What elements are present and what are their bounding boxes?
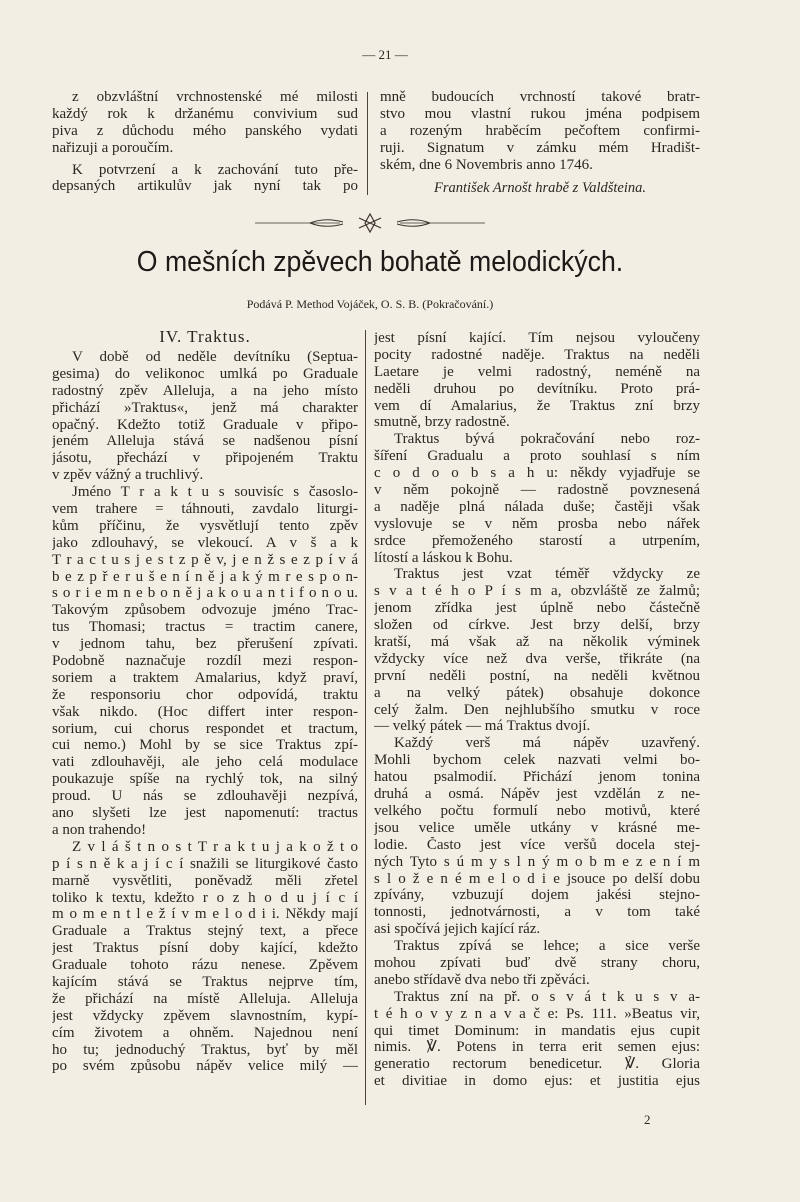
text-line: generatio rectorum benedicetur. ℣. Gloria [374, 1056, 700, 1073]
text-line: b e z p ř e r u š e n í n ě j a k ý m r e s p o n- [52, 568, 358, 585]
text-line: ském, dne 6 Novembris anno 1746. [380, 156, 593, 173]
text-line: qui timet Dominum: in mandatis ejus cupit [374, 1022, 700, 1039]
paragraph [374, 431, 700, 566]
text-line: m o m e n t l e ž í v m e l o d i i. Někdy mají [52, 906, 358, 923]
paragraph [52, 484, 358, 839]
text-line: jest vždycky zpěvem slavnostním, kypí- [52, 1007, 358, 1024]
text-line: poukazuje spíše na rychlý tok, na silný [52, 771, 358, 788]
text-line: — velký pátek — má Traktus dvojí. [374, 718, 591, 735]
text-line: cui nemo.) Mohl by se sice Traktus zpí- [52, 737, 358, 754]
text-line: ho tu; jednoduchý Traktus, byť by měl [52, 1041, 358, 1058]
paragraph [374, 989, 700, 1090]
column-divider [365, 330, 366, 1105]
text-line: mohou zpívati buď dvě strany choru, [374, 954, 700, 971]
text-line: Traktus jest vzat téměř vždycky ze [394, 566, 700, 583]
text-line: toliko k textu, kdežto r o z h o d u j í c í [52, 889, 358, 906]
text-line: Z v l á š t n o s t T r a k t u j a k o ž t o [72, 838, 358, 855]
text-line: jest Traktus písní doby kající, kdežto [52, 940, 358, 957]
text-line: c o d o o b s a h u: někdy vyjadřuje se [374, 465, 700, 482]
text-line: asi spočívá jejich kající ráz. [374, 921, 541, 938]
text-line: neděli druhou po devítníku. Proto prá- [374, 380, 700, 397]
text-line: kratší, má však až na několik výminek [374, 634, 700, 651]
text-line: hatou psalmodií. Přichází jenom tonina [374, 769, 700, 786]
text-line: jsou velice uměle utkány v krásné me- [374, 819, 700, 836]
text-line: s o r i e m n e b o n ě j a k o u a n t i f o n o u. [52, 585, 358, 602]
text-line: šíření Gradualu a proto souhlasí s ním [374, 448, 700, 465]
text-line: ných Tyto s ú m y s l n ý m o b m e z e n í m [374, 853, 700, 870]
text-line: nařizuji a poroučím. [52, 139, 174, 156]
text-line: jásotu, přechází v připojeném Traktu [52, 450, 358, 467]
text-line: Traktus zní na př. o s v á t k u s v a- [394, 988, 700, 1005]
text-line: v zpěv vážný a truchlivý. [52, 467, 204, 484]
text-line: jeném Alleluja stává se nadšenou písní [52, 433, 358, 450]
text-line: soriem a traktem Amalarius, když praví, [52, 669, 358, 686]
text-line: že přichází na místě Alleluja. Alleluja [52, 990, 358, 1007]
page-number: — 21 — [362, 47, 408, 62]
text-line: a rozeným hraběcím pečoftem confirmi- [380, 122, 700, 139]
column-divider [367, 92, 368, 195]
text-line: složen od církve. Jest brzy delší, brzy [374, 617, 700, 634]
text-line: každý rok k držanému convivium sud [52, 105, 358, 122]
text-line: zpívány, vzbuzují dojem jakési stejno- [374, 887, 700, 904]
text-line: V době od neděle devítníku (Septua- [72, 349, 358, 365]
paragraph [52, 89, 358, 157]
paragraph [380, 89, 700, 173]
text-line: vždycky více než dva verše, třikráte (na [374, 650, 700, 667]
ornament-divider-icon [255, 212, 485, 234]
text-line: ruji. Signatum v zámku mém Hradišt- [380, 139, 700, 156]
text-line: jako zdlouhavý, se vlekoucí. A v š a k [52, 534, 358, 551]
paragraph [52, 839, 358, 1075]
text-line: tonnosti, jednotvárnosti, a v tom také [374, 904, 700, 921]
text-line: t é h o v y z n a v a č e: Ps. 111. »Beatus vir, [374, 1005, 700, 1022]
text-line: proud. U nás se zdlouhavěji nezpívá, [52, 788, 358, 805]
paragraph [374, 330, 700, 431]
text-line: lítostí a láskou k Bohu. [374, 549, 513, 566]
text-line: srdce přemoženého starostí a utrpením, [374, 532, 700, 549]
text-line: jenom zřídka jest úplně nebo částečně [374, 600, 700, 617]
text-line: vyslovuje se v něm prosba nebo nářek [374, 515, 700, 532]
text-line: Jméno T r a k t u s souvisíc s časoslo- [72, 484, 358, 501]
text-line: K potvrzení a k zachování tuto pře- [72, 161, 358, 178]
article-left-column [52, 349, 358, 1075]
text-line: pocity radostné naděje. Traktus na neděli [374, 346, 700, 363]
text-line: nimis. ℣. Potens in terra erit semen ejus: [374, 1039, 700, 1056]
text-line: mně budoucích vrchností takové bratr- [380, 89, 700, 105]
text-line: však nikdo. (Hoc differt inter respon- [52, 703, 358, 720]
text-line: vem dí Amalarius, že Traktus zní brzy [374, 397, 700, 414]
text-line: jest písní kající. Tím nejsou vyloučeny [374, 330, 700, 346]
text-line: Traktus zpívá se lehce; a sice verše [394, 938, 700, 955]
text-line: Podobně naznačuje rozdíl mezi respon- [52, 653, 358, 670]
top-right-column [380, 89, 700, 173]
text-line: s l o ž e n é m e l o d i e jsouce po delší dobu [374, 870, 700, 887]
text-line: T r a c t u s j e s t z p ě v, j e n ž s e z p í v á [52, 551, 358, 568]
section-heading: IV. Traktus. [159, 327, 251, 346]
text-line: Takovým způsobem odvozuje jméno Trac- [52, 602, 358, 619]
text-line: v něm pokojně — radostně povznesená [374, 482, 700, 499]
paragraph [52, 349, 358, 484]
text-line: kům příčinu, že vysvětlují tento zpěv [52, 517, 358, 534]
text-line: z obzvláštní vrchnostenské mé milosti [72, 89, 358, 105]
text-line: velkého počtu formulí nebo motivů, které [374, 802, 700, 819]
text-line: Graduale a Traktus stejný text, a přece [52, 923, 358, 940]
text-line: tus Thomasi; tractus = tractim canere, [52, 619, 358, 636]
text-line: gesima) do velikonoc umlká po Graduale [52, 365, 358, 382]
text-line: opačný. Kdežto totiž Graduale v připo- [52, 416, 358, 433]
text-line: vati zdlouhavěji, ale jeho celá modulace [52, 754, 358, 771]
text-line: radostný zpěv Alleluja, a na jeho místo [52, 382, 358, 399]
text-line: Traktus bývá pokračování nebo roz- [394, 431, 700, 448]
top-left-column [52, 89, 358, 195]
text-line: po svém způsobu nápěv velice milý — [52, 1058, 358, 1075]
paragraph [52, 162, 358, 196]
text-line: Laetare je velmi radostný, neméně na [374, 363, 700, 380]
signature-mark: 2 [644, 1112, 651, 1127]
article-byline: Podává P. Method Vojáček, O. S. B. (Pokračování.) [246, 297, 494, 311]
text-line: s v a t é h o P í s m a, obzvláště ze žalmů; [374, 583, 700, 600]
paragraph [374, 735, 700, 938]
text-line: přichází »Traktus«, jenž má charakter [52, 399, 358, 416]
signature: František Arnošt hrabě z Valdšteina. [434, 180, 646, 196]
text-line: piva z důchodu mého panského vydati [52, 122, 358, 139]
text-line: a na velký pátek) obsahuje dokonce [374, 684, 700, 701]
text-line: p í s n ě k a j í c í snažili se liturgikové často [52, 855, 358, 872]
text-line: druhá a osmá. Nápěv jest vzdělán z ne- [374, 786, 700, 803]
text-line: lodie. Často jest více veršů docela stej- [374, 836, 700, 853]
text-line: a non trahendo! [52, 821, 147, 838]
text-line: depsaných artikulův jak nyní tak po [52, 178, 358, 195]
article-title: O mešních zpěvech bohatě melodických. [136, 246, 624, 278]
text-line: a naděje plná nálada duše; častěji však [374, 498, 700, 515]
text-line: že responsoriu chor odpovídá, traktu [52, 686, 358, 703]
text-line: marně vysvětliti, poněvadž měli zřetel [52, 872, 358, 889]
paragraph [374, 566, 700, 735]
article-right-column [374, 330, 700, 1090]
paragraph [374, 938, 700, 989]
text-line: Každý verš má nápěv uzavřený. [394, 735, 700, 752]
text-line: kajícím stává se Traktus nejprve tím, [52, 973, 358, 990]
text-line: stvo mou vlastní rukou jména podpisem [380, 105, 700, 122]
text-line: anebo střídavě dva nebo tři zpěváci. [374, 971, 590, 988]
text-line: vem trahere = táhnouti, zavdalo liturgi- [52, 501, 358, 518]
text-line: et divitiae in domo ejus: et justitia ejus [374, 1073, 700, 1090]
text-line: první neděli postní, na neděli květnou [374, 667, 700, 684]
text-line: v jednom tahu, bez přerušení zpívati. [52, 636, 358, 653]
text-line: Graduale tohoto rázu nenese. Zpěvem [52, 957, 358, 974]
text-line: smutně, brzy radostně. [374, 414, 510, 431]
text-line: sorium, cui chorus respondet et tractum, [52, 720, 358, 737]
text-line: ano slyšeti lze jest napomenutí: tractus [52, 805, 358, 822]
text-line: Mohli bychom celek nazvati velmi bo- [374, 752, 700, 769]
text-line: cím životem a ohněm. Najednou není [52, 1024, 358, 1041]
text-line: celý žalm. Den nejhlubšího smutku v roce [374, 701, 700, 718]
